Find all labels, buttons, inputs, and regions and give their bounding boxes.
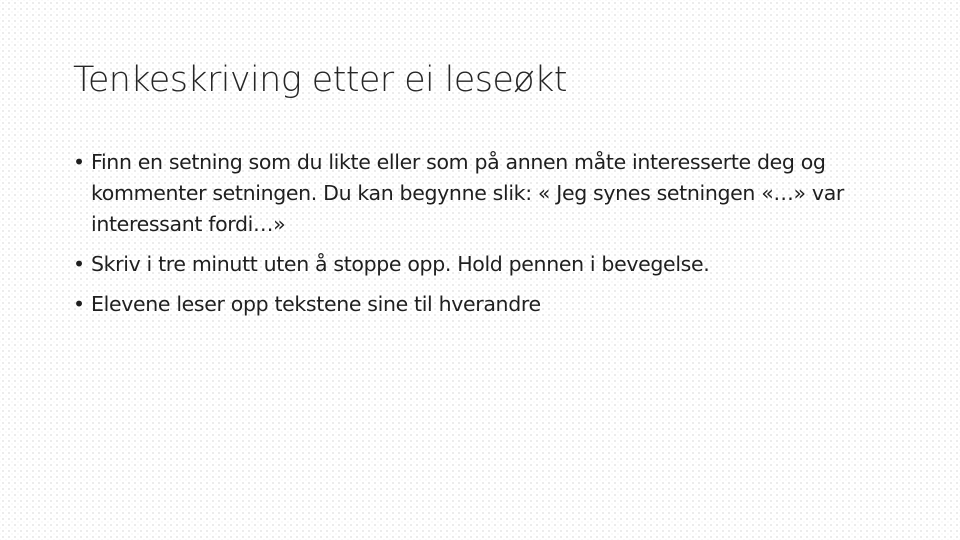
bullet-item	[73, 289, 873, 320]
bullet-marker: •	[73, 252, 85, 276]
bullet-marker: •	[73, 292, 85, 316]
bullet-text: Finn en setning som du likte eller som på annen måte interesserte deg og kommenter setningen. Du kan begynne slik: « Jeg synes setningen «…» var interessant fordi…»	[91, 150, 844, 236]
bullet-item	[73, 249, 873, 280]
bullet-item	[73, 147, 873, 240]
slide-title: Tenkeskriving etter ei leseøkt	[73, 60, 567, 100]
bullet-list	[73, 147, 873, 329]
bullet-text: Elevene leser opp tekstene sine til hverandre	[91, 292, 541, 316]
bullet-text: Skriv i tre minutt uten å stoppe opp. Hold pennen i bevegelse.	[91, 252, 710, 276]
bullet-marker: •	[73, 150, 85, 174]
